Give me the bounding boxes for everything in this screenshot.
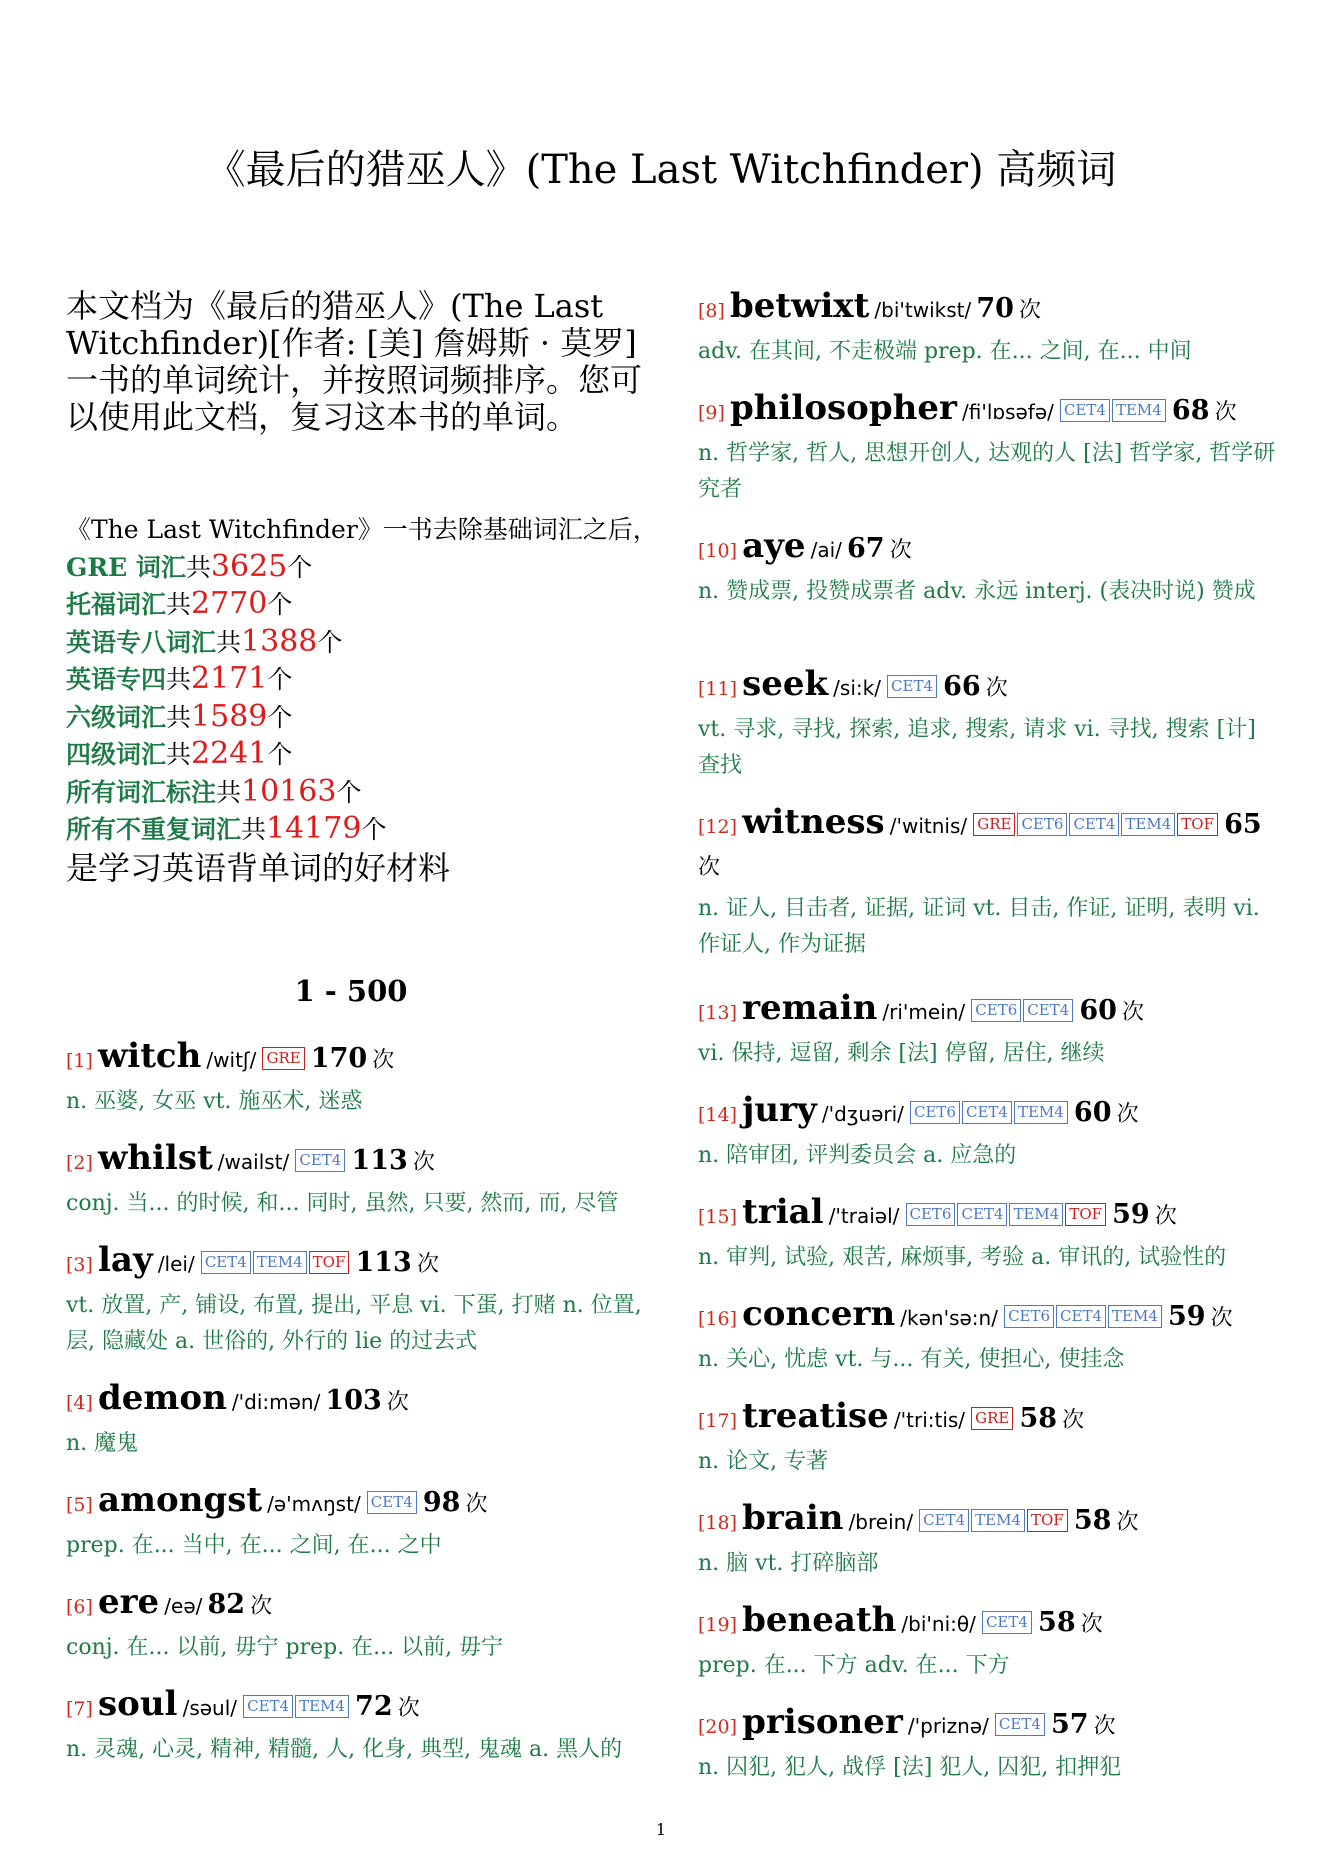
entry-number: [15] [698, 1206, 738, 1228]
entry-definition: n. 囚犯, 犯人, 战俘 [法] 犯人, 囚犯, 扣押犯 [698, 1755, 1122, 1780]
entry-phonetic: /səul/ [182, 1696, 238, 1720]
entry-phonetic: /'priznə/ [907, 1714, 989, 1738]
stats-suffix: 个 [267, 702, 293, 732]
entry-number: [16] [698, 1308, 738, 1330]
entry-word: trial [742, 1192, 824, 1232]
entry-phonetic: /witʃ/ [206, 1048, 257, 1072]
level-tag: CET6 [1017, 813, 1067, 836]
level-tag: CET4 [887, 675, 937, 698]
stats-label: 所有不重复词汇 [66, 815, 242, 844]
stats-lead: 《The Last Witchfinder》一书去除基础词汇之后， [66, 515, 658, 544]
entry-count: 58 [1038, 1607, 1076, 1638]
entry-phonetic: /wailst/ [217, 1150, 290, 1174]
count-unit: 次 [1018, 298, 1041, 323]
entry-number: [18] [698, 1512, 738, 1534]
entry-definition: conj. 当... 的时候, 和... 同时, 虽然, 只要, 然而, 而, 尽管 [66, 1191, 619, 1216]
word-entry [66, 1138, 644, 1222]
entry-word: soul [98, 1684, 178, 1724]
stats-line [66, 624, 646, 662]
word-entry [66, 1684, 644, 1768]
stats-value: 1589 [191, 698, 268, 734]
entry-count: 67 [847, 533, 885, 564]
count-unit: 次 [1116, 1102, 1139, 1127]
word-entry [698, 526, 1276, 610]
count-unit: 次 [1214, 400, 1237, 425]
stats-line [66, 811, 646, 849]
stats-line [66, 661, 646, 699]
word-entry [698, 1294, 1276, 1378]
entry-head [66, 1480, 644, 1526]
entry-phonetic: /eə/ [164, 1594, 203, 1618]
entry-phonetic: /fi'lɒsəfə/ [961, 400, 1054, 424]
stats-lines [66, 549, 646, 849]
page-title: 《最后的猎巫人》(The Last Witchfinder) 高频词 [205, 147, 1117, 193]
entry-number: [4] [66, 1392, 93, 1414]
entry-word: aye [742, 526, 806, 566]
entry-phonetic: /ai/ [810, 538, 842, 562]
word-entry [66, 1240, 644, 1360]
count-unit: 次 [1062, 1408, 1085, 1433]
entry-head [698, 988, 1276, 1034]
count-unit: 次 [397, 1696, 420, 1721]
entry-count: 65 [1224, 809, 1262, 840]
entry-count: 82 [207, 1589, 246, 1620]
level-tag: TOF [1177, 813, 1218, 836]
stats-mid: 共 [166, 702, 192, 732]
count-unit: 次 [386, 1390, 409, 1415]
entry-definition: n. 哲学家, 哲人, 思想开创人, 达观的人 [法] 哲学家, 哲学研究者 [698, 441, 1276, 502]
entry-definition: n. 陪审团, 评判委员会 a. 应急的 [698, 1143, 1017, 1168]
entry-head [66, 1378, 644, 1424]
stats-line [66, 774, 646, 812]
entry-number: [5] [66, 1494, 93, 1516]
level-tag: TEM4 [971, 1509, 1025, 1532]
level-tag: CET6 [910, 1101, 960, 1124]
word-entry [66, 1378, 644, 1462]
level-tag: GRE [973, 813, 1015, 836]
entry-phonetic: /brein/ [848, 1510, 914, 1534]
entry-number: [17] [698, 1410, 738, 1432]
entry-definition: conj. 在... 以前, 毋宁 prep. 在... 以前, 毋宁 [66, 1635, 504, 1660]
entry-head [66, 1036, 644, 1082]
entry-count: 60 [1079, 995, 1117, 1026]
stats-block [66, 512, 658, 887]
entry-definition: prep. 在... 当中, 在... 之间, 在... 之中 [66, 1533, 442, 1558]
stats-suffix: 个 [317, 627, 343, 657]
entry-word: treatise [742, 1396, 889, 1436]
entry-word: witness [742, 802, 885, 842]
entry-definition: n. 审判, 试验, 艰苦, 麻烦事, 考验 a. 审讯的, 试验性的 [698, 1245, 1227, 1270]
level-tag: CET4 [982, 1611, 1032, 1634]
level-tag: TEM4 [1009, 1203, 1063, 1226]
entry-count: 66 [943, 671, 981, 702]
entry-definition: vt. 放置, 产, 铺设, 布置, 提出, 平息 vi. 下蛋, 打赌 n. 位置, 层, 隐藏处 a. 世俗的, 外行的 lie 的过去式 [66, 1293, 642, 1354]
stats-value: 2241 [191, 736, 268, 771]
stats-label: 六级词汇 [66, 702, 167, 732]
entry-number: [7] [66, 1698, 93, 1720]
level-tag: TEM4 [1014, 1101, 1068, 1124]
stats-suffix: 个 [361, 815, 387, 844]
count-unit: 次 [465, 1492, 488, 1517]
entry-head [698, 1498, 1276, 1544]
entry-number: [6] [66, 1596, 93, 1618]
entry-phonetic: /ə'mʌŋst/ [267, 1492, 361, 1516]
stats-value: 2770 [191, 586, 268, 621]
word-entry [698, 1192, 1276, 1276]
entry-definition: vt. 寻求, 寻找, 探索, 追求, 搜索, 请求 vi. 寻找, 搜索 [计] 查找 [698, 717, 1256, 778]
stats-suffix: 个 [287, 552, 313, 582]
level-tag: TEM4 [1112, 399, 1166, 422]
level-tag: CET4 [243, 1695, 293, 1718]
level-tag: CET4 [1056, 1305, 1106, 1328]
stats-suffix: 个 [267, 740, 293, 769]
entry-number: [3] [66, 1254, 93, 1276]
level-tag: GRE [971, 1407, 1013, 1430]
page-number: 1 [655, 1820, 667, 1839]
stats-label: 英语专四 [66, 665, 167, 694]
stats-label: 英语专八词汇 [66, 627, 217, 657]
level-tag: TEM4 [1108, 1305, 1162, 1328]
entry-phonetic: /'witnis/ [889, 814, 968, 838]
entry-word: beneath [742, 1600, 897, 1640]
entry-definition: n. 魔鬼 [66, 1431, 139, 1456]
entry-phonetic: /ri'mein/ [882, 1000, 966, 1024]
level-tag: TEM4 [1121, 813, 1175, 836]
stats-line [66, 586, 646, 624]
entry-word: whilst [98, 1138, 213, 1178]
word-entry [66, 1480, 644, 1564]
entry-definition: n. 赞成票, 投赞成票者 adv. 永远 interj. (表决时说) 赞成 [698, 579, 1256, 604]
count-unit: 次 [1116, 1510, 1139, 1535]
stats-suffix: 个 [267, 590, 293, 619]
word-entry [698, 286, 1276, 370]
word-entry [698, 1396, 1276, 1480]
entry-word: prisoner [742, 1702, 903, 1742]
entry-head [698, 1702, 1276, 1748]
entry-count: 72 [355, 1691, 393, 1722]
entry-definition: n. 论文, 专著 [698, 1449, 829, 1474]
entry-head [698, 1294, 1276, 1340]
stats-mid: 共 [166, 740, 192, 769]
entry-definition: n. 巫婆, 女巫 vt. 施巫术, 迷惑 [66, 1089, 363, 1114]
entry-word: seek [742, 664, 829, 704]
count-unit: 次 [1210, 1306, 1233, 1331]
entry-word: jury [742, 1090, 817, 1130]
count-unit: 次 [889, 538, 912, 563]
entry-head [698, 1192, 1276, 1238]
stats-mid: 共 [216, 777, 242, 807]
entry-phonetic: /'dʒuəri/ [821, 1102, 904, 1126]
stats-line [66, 736, 646, 774]
stats-value: 2171 [191, 661, 268, 696]
entry-head [66, 1138, 644, 1184]
entry-definition: n. 证人, 目击者, 证据, 证词 vt. 目击, 作证, 证明, 表明 vi. 作证人, 作为证据 [698, 896, 1260, 957]
entry-number: [1] [66, 1050, 93, 1072]
entry-head [698, 388, 1276, 434]
entry-definition: prep. 在... 下方 adv. 在... 下方 [698, 1653, 1010, 1678]
entry-count: 60 [1073, 1097, 1112, 1128]
stats-closing: 是学习英语背单词的好材料 [66, 848, 451, 887]
entry-word: amongst [98, 1480, 263, 1520]
entry-count: 59 [1167, 1301, 1206, 1332]
entry-head [698, 1090, 1276, 1136]
level-tag: CET4 [995, 1713, 1045, 1736]
word-entry [698, 1498, 1276, 1582]
stats-label: 四级词汇 [66, 740, 167, 769]
entry-count: 103 [325, 1385, 382, 1416]
entry-count: 58 [1019, 1403, 1058, 1434]
entry-definition: vi. 保持, 逗留, 剩余 [法] 停留, 居住, 继续 [698, 1041, 1105, 1066]
stats-suffix: 个 [267, 665, 293, 694]
entry-word: concern [742, 1294, 896, 1334]
entry-phonetic: /kən'sə:n/ [900, 1306, 998, 1330]
level-tag: CET6 [971, 999, 1021, 1022]
level-tag: TOF [1065, 1203, 1106, 1226]
entry-count: 98 [422, 1487, 461, 1518]
entry-number: [19] [698, 1614, 738, 1636]
entry-number: [8] [698, 300, 725, 322]
level-tag: TEM4 [253, 1251, 307, 1274]
count-unit: 次 [1122, 1000, 1145, 1025]
stats-line [66, 699, 646, 737]
stats-mid: 共 [166, 665, 192, 694]
stats-value: 10163 [241, 773, 337, 809]
entry-definition: n. 灵魂, 心灵, 精神, 精髓, 人, 化身, 典型, 鬼魂 a. 黑人的 [66, 1737, 623, 1762]
entry-phonetic: /bi'twikst/ [874, 298, 972, 322]
level-tag: CET4 [295, 1149, 345, 1172]
entry-number: [13] [698, 1002, 738, 1024]
entry-head [698, 526, 1276, 572]
level-tag: CET4 [957, 1203, 1007, 1226]
stats-mid: 共 [241, 815, 267, 844]
entry-count: 70 [976, 293, 1014, 324]
word-entry [698, 1702, 1276, 1786]
level-tag: CET4 [1023, 999, 1073, 1022]
entry-head [698, 1396, 1276, 1442]
entry-count: 59 [1112, 1199, 1150, 1230]
level-tag: TOF [1027, 1509, 1068, 1532]
entry-number: [9] [698, 402, 725, 424]
entry-number: [20] [698, 1716, 738, 1738]
count-unit: 次 [412, 1150, 435, 1175]
entry-head [698, 1600, 1276, 1646]
entry-definition: adv. 在其间, 不走极端 prep. 在... 之间, 在... 中间 [698, 339, 1192, 364]
entry-count: 68 [1171, 395, 1210, 426]
entry-word: lay [98, 1240, 153, 1280]
word-entry [66, 1036, 644, 1120]
entry-count: 170 [310, 1043, 368, 1074]
entry-phonetic: /bi'ni:θ/ [901, 1612, 976, 1636]
stats-mid: 共 [166, 590, 192, 619]
entry-number: [12] [698, 816, 738, 838]
entry-count: 113 [355, 1247, 412, 1278]
entry-number: [10] [698, 540, 738, 562]
entry-number: [11] [698, 678, 738, 700]
intro-paragraph: 本文档为《最后的猎巫人》(The Last Witchfinder)[作者: [美] 詹姆斯 · 莫罗] 一书的单词统计，并按照词频排序。您可以使用此文档，复习这本书的单词。 [66, 287, 643, 436]
entry-word: brain [742, 1498, 844, 1538]
entry-phonetic: /'di:mən/ [231, 1390, 321, 1414]
level-tag: CET6 [1004, 1305, 1054, 1328]
count-unit: 次 [1080, 1612, 1103, 1637]
entry-count: 58 [1073, 1505, 1112, 1536]
count-unit: 次 [1093, 1714, 1116, 1739]
entry-head [698, 802, 1276, 889]
count-unit: 次 [985, 676, 1008, 701]
entry-word: ere [98, 1582, 160, 1622]
level-tag: CET4 [962, 1101, 1012, 1124]
entry-number: [14] [698, 1104, 738, 1126]
entry-phonetic: /'tri:tis/ [893, 1408, 966, 1432]
entry-word: witch [98, 1036, 202, 1076]
level-tag: CET4 [919, 1509, 969, 1532]
entry-head [66, 1240, 644, 1286]
entry-count: 57 [1051, 1709, 1089, 1740]
word-entry [698, 664, 1276, 784]
entry-phonetic: /si:k/ [833, 676, 881, 700]
stats-value: 1388 [241, 623, 318, 659]
level-tag: CET4 [1060, 399, 1110, 422]
entry-head [698, 664, 1276, 710]
entry-count: 113 [351, 1145, 408, 1176]
entry-definition: n. 脑 vt. 打碎脑部 [698, 1551, 879, 1576]
entry-phonetic: /lei/ [157, 1252, 195, 1276]
entry-head [698, 286, 1276, 332]
section-title: 1 - 500 [294, 974, 408, 1008]
stats-mid: 共 [185, 552, 211, 582]
word-entry [698, 802, 1276, 963]
entry-word: demon [98, 1378, 227, 1418]
stats-label: 托福词汇 [66, 590, 167, 619]
stats-label: 所有词汇标注 [66, 777, 217, 807]
stats-suffix: 个 [336, 777, 362, 807]
entry-word: philosopher [730, 388, 957, 428]
stats-label: GRE 词汇 [66, 552, 186, 582]
entry-word: betwixt [730, 286, 870, 326]
count-unit: 次 [698, 855, 721, 880]
entry-number: [2] [66, 1152, 93, 1174]
entry-word: remain [742, 988, 878, 1028]
entry-head [66, 1582, 644, 1628]
count-unit: 次 [1154, 1204, 1177, 1229]
count-unit: 次 [372, 1048, 395, 1073]
entry-phonetic: /'traiəl/ [828, 1204, 900, 1228]
word-entry [66, 1582, 644, 1666]
stats-value: 3625 [210, 548, 288, 584]
level-tag: CET4 [367, 1491, 417, 1514]
level-tag: CET4 [1069, 813, 1119, 836]
count-unit: 次 [250, 1594, 273, 1619]
word-entry [698, 1090, 1276, 1174]
level-tag: TOF [309, 1251, 350, 1274]
stats-line [66, 549, 646, 587]
level-tag: CET6 [906, 1203, 956, 1226]
level-tag: CET4 [201, 1251, 251, 1274]
count-unit: 次 [416, 1252, 439, 1277]
stats-value: 14179 [266, 811, 362, 846]
word-entry [698, 988, 1276, 1072]
entry-head [66, 1684, 644, 1730]
word-entry [698, 1600, 1276, 1684]
level-tag: TEM4 [295, 1695, 349, 1718]
stats-mid: 共 [216, 627, 242, 657]
level-tag: GRE [262, 1047, 304, 1070]
word-entry [698, 388, 1276, 508]
entry-definition: n. 关心, 忧虑 vt. 与... 有关, 使担心, 使挂念 [698, 1347, 1125, 1372]
